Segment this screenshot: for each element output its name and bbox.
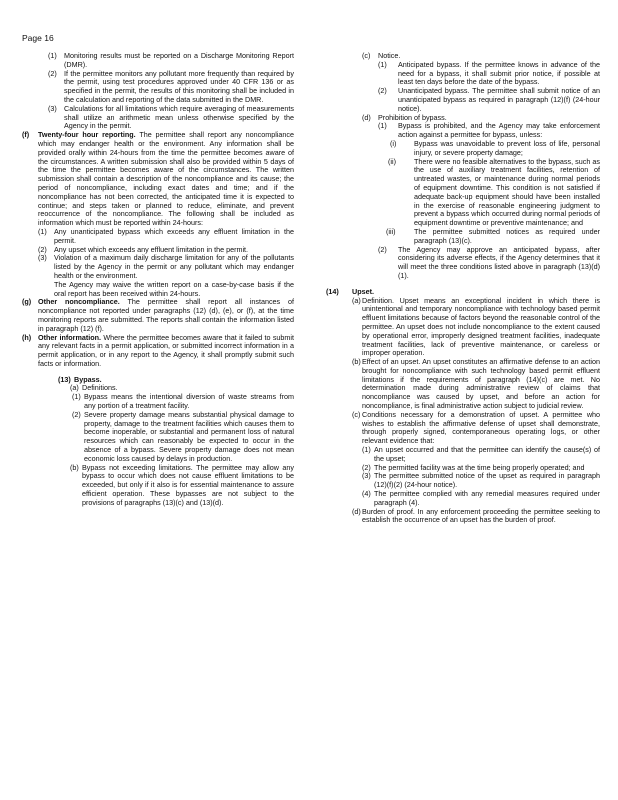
paragraph-label: (2) xyxy=(72,409,81,419)
paragraph-body: The permittee submitted notice of the upset as required in paragraph (12)(f)(2) (24-hour notice). xyxy=(374,471,600,490)
paragraph-text xyxy=(38,131,294,228)
paragraph-label: (1) xyxy=(48,51,57,60)
paragraph-body: Severe property damage means substantial physical damage to property, damage to the treatment facilities which causes them to become inoperable, or substantial and permanent loss of natural resources which can reasonably be expected to occur in the absence of a bypass. Severe property damage does not mean economic loss caused by delays in production. xyxy=(84,409,294,463)
paragraph-label: (3) xyxy=(38,253,47,263)
paragraph-text xyxy=(64,52,294,70)
paragraph-body: Bypass means the intentional diversion of waste streams from any portion of a treatment facility. xyxy=(84,392,294,411)
left-column xyxy=(22,52,294,508)
paragraph-text xyxy=(398,246,600,281)
paragraph-body: The permittee complied with any remedial measures required under paragraph (4). xyxy=(374,489,600,507)
paragraph-d1iii xyxy=(322,228,600,246)
paragraph-u_c1 xyxy=(322,446,600,464)
paragraph-f xyxy=(22,131,294,228)
paragraph-label: (1) xyxy=(362,445,371,455)
paragraph-text xyxy=(374,446,600,464)
paragraph-text xyxy=(54,254,294,280)
paragraph-u_c xyxy=(322,411,600,446)
paragraph-u_a xyxy=(322,297,600,359)
paragraph-label: (d) xyxy=(362,112,371,122)
paragraph-body: Definitions. xyxy=(82,383,118,393)
paragraph-u_d xyxy=(322,508,600,526)
paragraph-label: (3) xyxy=(362,471,371,481)
paragraph-heading: Bypass. xyxy=(74,374,102,384)
paragraph-label: (2) xyxy=(48,68,57,78)
paragraph-text xyxy=(414,228,600,246)
paragraph-label: (1) xyxy=(378,59,387,69)
paragraph-label: (a) xyxy=(70,383,79,393)
paragraph-body: The permittee shall report any noncompliance which may endanger health or the environment. Any information shall be provided orally within 24-hours from the time the permittee becomes aware of the circumstances. A written submission shall also be provided within 5 days of the time the permittee becomes aware of the circumstances. The written submission shall contain a description of the noncompliance and its cause; the period of noncompliance, including exact dates and time; and if the noncompliance has not been corrected, the anticipated time it is expected to continue; and steps taken or planned to reduce, eliminate, and prevent reoccurrence of the noncompliance. The following shall be included as information which must be reported within 24-hours: xyxy=(38,130,295,228)
paragraph-body: There were no feasible alternatives to the bypass, such as the use of auxiliary treatment facilities, retention of untreated wastes, or maintenance during normal periods of equipment downtime. This condition is not satisfied if adequate back-up equipment should have been installed in the exercise of reasonable engineering judgment to prevent a bypass which occurred during normal periods of equipment downtime or preventive maintenance; and xyxy=(414,156,600,228)
page-number: Page 16 xyxy=(22,33,54,43)
paragraph-label: (c) xyxy=(352,409,361,419)
paragraph-text xyxy=(84,393,294,411)
paragraph-d2 xyxy=(322,246,600,281)
paragraph-text xyxy=(64,105,294,131)
paragraph-label: (b) xyxy=(70,462,79,472)
paragraph-body: Definition. Upset means an exceptional incident in which there is unintentional and temporary noncompliance with technology based permit effluent limitations because of factors beyond the reasonable control of the permittee. An upset does not include noncompliance to the extent caused by operational error, improperly designed treatment facilities, inadequate treatment facilities, lack of preventive maintenance, or careless or improper operation. xyxy=(362,295,600,358)
paragraph-label: (f) xyxy=(22,130,30,140)
paragraph-label: (1) xyxy=(38,226,47,236)
paragraph-u_c4 xyxy=(322,490,600,508)
paragraph-a3 xyxy=(22,105,294,131)
paragraph-body: The permittee shall report all instances of noncompliance not reported under paragraphs (12) (d), (e), or (f), at the time monitoring reports are submitted. The reports shall contain the information listed in paragraph (12) (f). xyxy=(38,297,294,333)
paragraph-text xyxy=(82,464,294,508)
paragraph-label: (a) xyxy=(352,295,361,305)
right-column xyxy=(322,52,600,525)
paragraph-text xyxy=(398,122,600,140)
paragraph-heading: Other noncompliance. xyxy=(38,297,120,307)
paragraph-body: Conditions necessary for a demonstration of upset. A permittee who wishes to establish the affirmative defense of upset shall demonstrate, through properly signed, contemporaneous operating logs, or other relevant evidence that: xyxy=(362,409,600,446)
paragraph-label: (ii) xyxy=(388,156,396,166)
paragraph-body: Bypass not exceeding limitations. The permittee may allow any bypass to occur which does not cause effluent limitations to be exceeded, but only if it also is for essential maintenance to assure efficient operation. These bypasses are not subject to the provisions of paragraphs (13)(c) and (13)(d). xyxy=(82,462,294,507)
paragraph-f1 xyxy=(22,228,294,246)
paragraph-text xyxy=(84,411,294,464)
paragraph-s13a2 xyxy=(22,411,294,464)
paragraph-label: (2) xyxy=(38,244,47,254)
paragraph-label: (d) xyxy=(352,506,361,516)
paragraph-label: (2) xyxy=(378,244,387,254)
paragraph-s13 xyxy=(22,376,294,385)
paragraph-text xyxy=(38,298,294,333)
paragraph-body: Effect of an upset. An upset constitutes an affirmative defense to an action brought for noncompliance with such technology based permit effluent limitations if the requirements of paragraph (14)(c) are met. No determination made during administrative review of claims that noncompliance was caused by upset, and before an action for noncompliance, is final administrative action subject to judicial review. xyxy=(362,357,600,411)
paragraph-label: (g) xyxy=(22,297,32,307)
paragraph-body: Calculations for all limitations which require averaging of measurements shall utilize an arithmetic mean unless otherwise specified by the Agency in the permit. xyxy=(64,103,294,131)
paragraph-text xyxy=(38,334,294,369)
paragraph-g xyxy=(22,298,294,333)
paragraph-label: (b) xyxy=(352,357,361,367)
paragraph-heading: Upset. xyxy=(352,286,374,296)
paragraph-c2 xyxy=(322,87,600,113)
paragraph-a1 xyxy=(22,52,294,70)
paragraph-body: If the permittee monitors any pollutant more frequently than required by the permit, using test procedures approved under 40 CFR 136 or as specified in the permit, the results of this monitoring shall be included in the calculation and reporting of the data submitted in the DMR. xyxy=(64,68,294,104)
paragraph-d1ii xyxy=(322,158,600,228)
paragraph-text xyxy=(54,228,294,246)
paragraph-text xyxy=(362,411,600,446)
paragraph-body: Any unanticipated bypass which exceeds any effluent limitation in the permit. xyxy=(54,226,294,245)
paragraph-f3 xyxy=(22,254,294,280)
paragraph-body: The Agency may waive the written report on a case-by-case basis if the oral report has been received within 24-hours. xyxy=(54,279,294,298)
paragraph-u_c3 xyxy=(322,472,600,490)
paragraph-u_b xyxy=(322,358,600,411)
paragraph-text xyxy=(374,490,600,508)
paragraph-body: Bypass is prohibited, and the Agency may take enforcement action against a permittee for bypass, unless: xyxy=(398,121,600,140)
paragraph-body: Violation of a maximum daily discharge limitation for any of the pollutants listed by the Agency in the permit or any pollutant which may endanger health or the environment. xyxy=(54,253,294,280)
paragraph-text xyxy=(362,508,600,526)
paragraph-text xyxy=(64,70,294,105)
paragraph-body: Any upset which exceeds any effluent limitation in the permit. xyxy=(54,244,249,254)
paragraph-heading: Other information. xyxy=(38,332,102,342)
paragraph-a2 xyxy=(22,70,294,105)
paragraph-c1 xyxy=(322,61,600,87)
paragraph-body: An upset occurred and that the permittee can identify the cause(s) of the upset; xyxy=(374,445,600,463)
paragraph-label: (c) xyxy=(362,51,371,60)
paragraph-label: (13) xyxy=(58,374,71,384)
paragraph-label: (14) xyxy=(326,286,339,296)
paragraph-label: (1) xyxy=(72,392,81,402)
paragraph-heading: Twenty-four hour reporting. xyxy=(38,130,136,140)
paragraph-label: (i) xyxy=(390,138,397,148)
paragraph-body: Prohibition of bypass. xyxy=(378,112,447,122)
paragraph-text xyxy=(414,158,600,228)
paragraph-body: Bypass was unavoidable to prevent loss of life, personal injury, or severe property damage; xyxy=(414,138,600,157)
paragraph-d1i xyxy=(322,140,600,158)
paragraph-label: (2) xyxy=(378,86,387,96)
paragraph-body: Where the permittee becomes aware that it failed to submit any relevant facts in a permit application, or submitted incorrect information in a permit application, or in any report to the Agency, it shall promptly submit such facts or information. xyxy=(38,332,294,368)
paragraph-text xyxy=(398,61,600,87)
paragraph-label: (iii) xyxy=(386,226,396,236)
paragraph-f3b xyxy=(22,281,294,299)
paragraph-body: The permittee submitted notices as required under paragraph (13)(c). xyxy=(414,226,600,245)
paragraph-s13a1 xyxy=(22,393,294,411)
paragraph-s13b xyxy=(22,464,294,508)
paragraph-body: The permitted facility was at the time being properly operated; and xyxy=(374,462,585,472)
paragraph-body: Anticipated bypass. If the permittee knows in advance of the need for a bypass, it shall submit prior notice, if possible at least ten days before the date of the bypass. xyxy=(398,59,600,87)
paragraph-label: (h) xyxy=(22,332,32,342)
paragraph-label: (3) xyxy=(48,103,57,113)
paragraph-body: Unanticipated bypass. The permittee shall submit notice of an unanticipated bypass as required in paragraph (12)(f) (24-hour notice). xyxy=(398,86,600,113)
paragraph-text xyxy=(362,358,600,411)
paragraph-body: The Agency may approve an anticipated bypass, after considering its adverse effects, if the Agency determines that it will meet the three conditions listed above in paragraph (13)(d)(1). xyxy=(398,244,600,280)
paragraph-text xyxy=(362,297,600,359)
paragraph-text xyxy=(398,87,600,113)
paragraph-text xyxy=(374,472,600,490)
paragraph-text xyxy=(54,281,294,299)
paragraph-body: Monitoring results must be reported on a Discharge Monitoring Report (DMR). xyxy=(64,51,294,69)
paragraph-label: (2) xyxy=(362,462,371,472)
paragraph-label: (1) xyxy=(378,121,387,131)
paragraph-h xyxy=(22,334,294,369)
paragraph-text xyxy=(414,140,600,158)
paragraph-body: Notice. xyxy=(378,51,401,60)
paragraph-label: (4) xyxy=(362,489,371,499)
paragraph-d1 xyxy=(322,122,600,140)
paragraph-body: Burden of proof. In any enforcement proceeding the permittee seeking to establish the occurrence of an upset has the burden of proof. xyxy=(362,506,600,525)
